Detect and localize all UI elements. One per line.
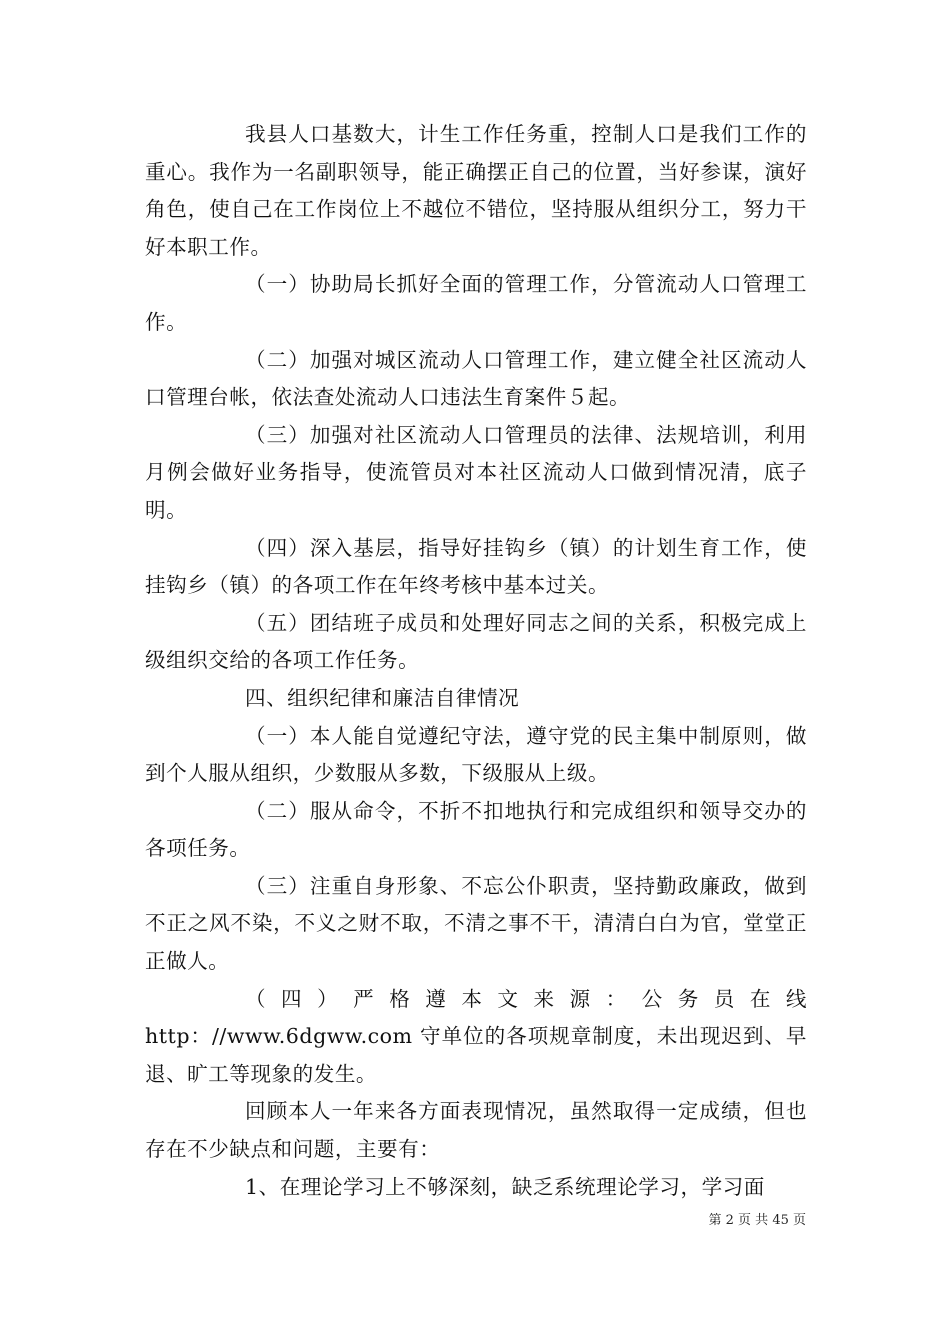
paragraph-discipline-4: （四）严格遵本文来源：公务员在线 http：//www.6dgww.com 守单位的各项规章制度，未出现迟到、早退、旷工等现象的发生。 — [145, 986, 807, 1086]
paragraph-item-4: （四）深入基层，指导好挂钩乡（镇）的计划生育工作，使挂钩乡（镇）的各项工作在年终考核中基本过关。 — [145, 535, 807, 598]
paragraph-item-2: （二）加强对城区流动人口管理工作，建立健全社区流动人口管理台帐，依法查处流动人口违法生育案件５起。 — [145, 347, 807, 410]
paragraph-item-1: （一）协助局长抓好全面的管理工作，分管流动人口管理工作。 — [145, 272, 807, 334]
paragraph-discipline-3: （三）注重自身形象、不忘公仆职责，坚持勤政廉政，做到不正之风不染，不义之财不取，不清之事不干，清清白白为官，堂堂正正做人。 — [145, 873, 807, 974]
section-heading-discipline: 四、组织纪律和廉洁自律情况 — [245, 685, 520, 710]
paragraph-shortcoming-1: 1、在理论学习上不够深刻，缺乏系统理论学习，学习面 — [245, 1174, 765, 1199]
paragraph-review: 回顾本人一年来各方面表现情况，虽然取得一定成绩，但也存在不少缺点和问题，主要有： — [145, 1099, 807, 1162]
paragraph-item-3: （三）加强对社区流动人口管理员的法律、法规培训，利用月例会做好业务指导，使流管员对本社区流动人口做到情况清，底子明。 — [145, 422, 807, 522]
paragraph-item-5: （五）团结班子成员和处理好同志之间的关系，积极完成上级组织交给的各项工作任务。 — [145, 610, 807, 673]
document-body — [145, 116, 807, 1206]
page-number-footer: 第 2 页 共 45 页 — [708, 1213, 806, 1228]
paragraph-discipline-2: （二）服从命令，不折不扣地执行和完成组织和领导交办的各项任务。 — [145, 798, 807, 861]
paragraph-workload: 我县人口基数大，计生工作任务重，控制人口是我们工作的重心。我作为一名副职领导，能正确摆正自己的位置，当好参谋，演好角色，使自己在工作岗位上不越位不错位，坚持服从组织分工，努力干好本职工作。 — [145, 122, 807, 259]
paragraph-discipline-1: （一）本人能自觉遵纪守法，遵守党的民主集中制原则，做到个人服从组织，少数服从多数，下级服从上级。 — [145, 723, 807, 786]
